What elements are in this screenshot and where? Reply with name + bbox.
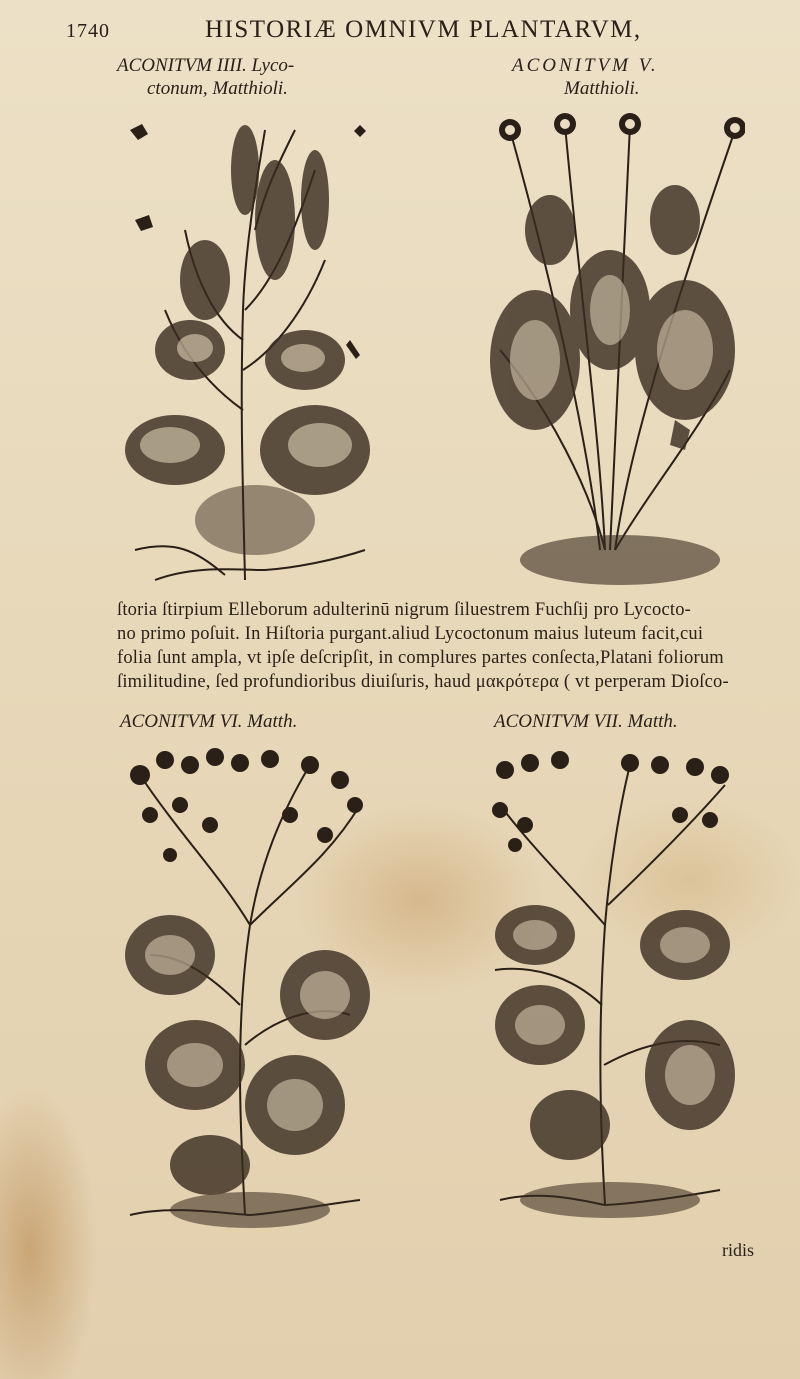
plant-illustration-aconitum-v xyxy=(480,110,745,590)
text-line: ſimilitudine, ſed profundioribus diuiſuris, haud μακρότερα ( vt perperam Dioſco- xyxy=(117,672,729,692)
caption-line: ACONITVM VI. Matth. xyxy=(120,711,298,732)
page-header xyxy=(0,14,800,44)
caption-line: ACONITVM VII. Matth. xyxy=(494,711,678,732)
figure-caption-aconitum-iiii xyxy=(117,54,387,100)
caption-line: ctonum, Matthioli. xyxy=(147,78,288,99)
woodcut-aconitum-vi xyxy=(110,745,380,1235)
caption-line: ACONITVM IIII. Lyco- xyxy=(117,55,295,76)
plant-illustration-aconitum-vi xyxy=(110,745,380,1235)
woodcut-aconitum-vii xyxy=(480,745,740,1225)
text-line: no primo poſuit. In Hiſtoria purgant.aliud Lycoctonum maius luteum facit,cui xyxy=(117,624,704,644)
figure-caption-aconitum-v xyxy=(512,54,752,100)
page-number: 1740 xyxy=(66,20,110,42)
plant-illustration-aconitum-vii xyxy=(480,745,740,1225)
figure-caption-aconitum-vii xyxy=(494,710,774,733)
woodcut-aconitum-v xyxy=(480,110,745,590)
text-line: folia ſunt ampla, vt ipſe deſcripſit, in complures partes conſecta,Platani foliorum xyxy=(117,648,724,668)
woodcut-aconitum-iiii xyxy=(115,110,385,585)
text-line: ſtoria ſtirpium Elleborum adulterinū nigrum ſiluestrem Fuchſij pro Lycocto- xyxy=(117,600,692,620)
plant-illustration-lycoctonum xyxy=(115,110,385,585)
catchword: ridis xyxy=(722,1240,755,1260)
caption-line: Matthioli. xyxy=(564,78,640,99)
caption-line: ACONITVM V. xyxy=(512,55,659,76)
body-text xyxy=(117,598,767,694)
running-head: HISTORIÆ OMNIVM PLANTARVM, xyxy=(205,16,642,43)
figure-caption-aconitum-vi xyxy=(120,710,380,733)
